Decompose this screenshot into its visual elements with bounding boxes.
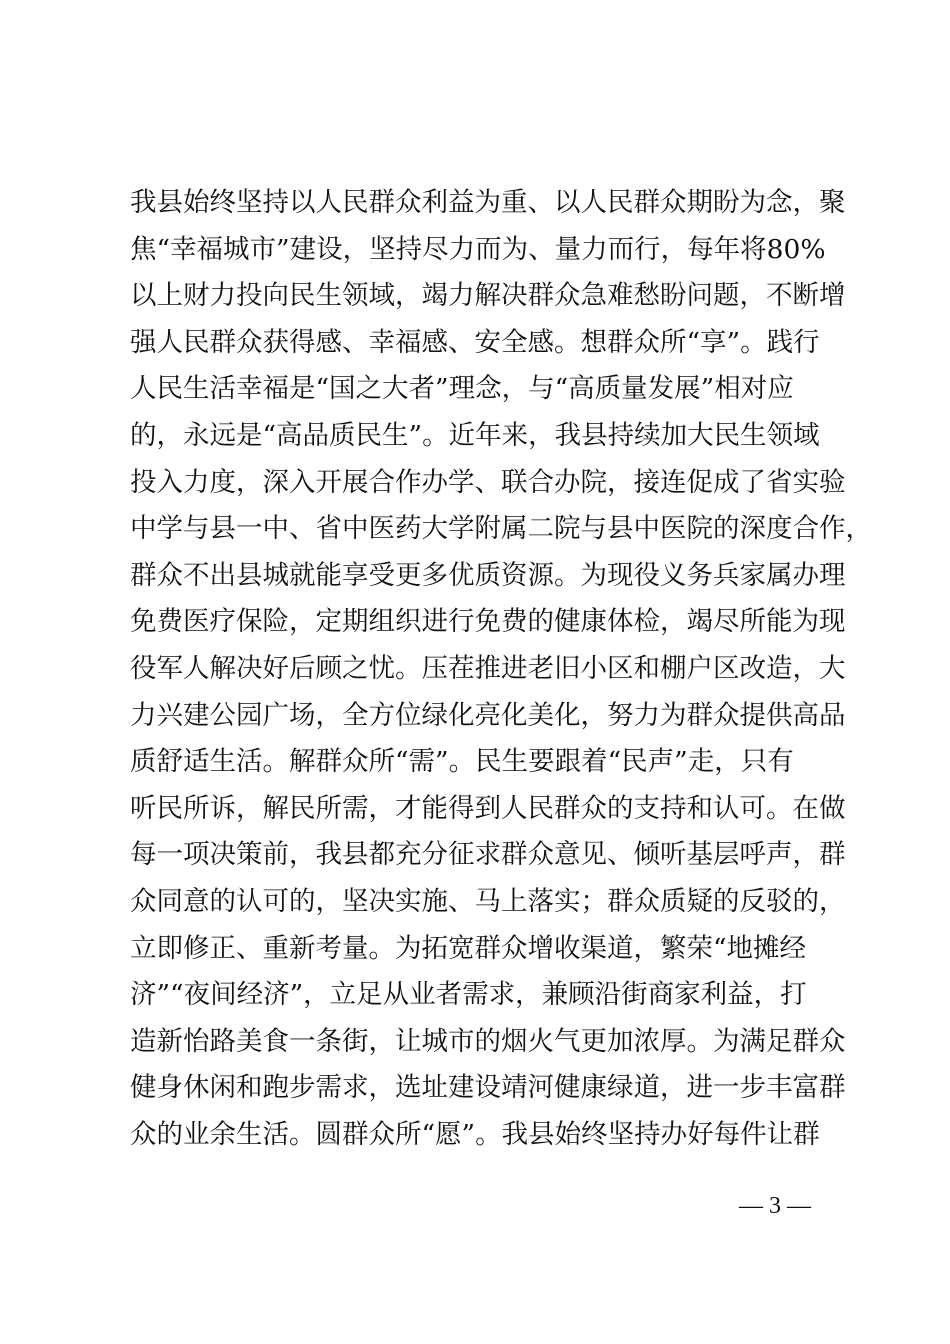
text-line: 每一项决策前，我县都充分征求群众意见、倾听基层呼声，群 xyxy=(130,839,846,871)
text-line: 群众不出县城就能享受更多优质资源。为现役义务兵家属办理 xyxy=(130,559,846,591)
text-line: 造新怡路美食一条街，让城市的烟火气更加浓厚。为满足群众 xyxy=(130,1025,846,1057)
text-line: 听民所诉，解民所需，才能得到人民群众的支持和认可。在做 xyxy=(130,792,846,824)
text-line: 役军人解决好后顾之忧。压茬推进老旧小区和棚户区改造，大 xyxy=(130,652,846,684)
text-line: 众同意的认可的，坚决实施、马上落实；群众质疑的反驳的， xyxy=(130,885,846,917)
text-line: 我县始终坚持以人民群众利益为重、以人民群众期盼为念，聚 xyxy=(130,187,846,218)
text-line: 中学与县一中、省中医药大学附属二院与县中医院的深度合作， xyxy=(130,513,872,545)
text-line: 力兴建公园广场，全方位绿化亮化美化，努力为群众提供高品 xyxy=(130,699,846,731)
text-line: 免费医疗保险，定期组织进行免费的健康体检，竭尽所能为现 xyxy=(130,606,846,638)
text-line: 强人民群众获得感、幸福感、安全感。想群众所“享”。践行 xyxy=(130,326,820,358)
text-line: 济”“夜间经济”，立足从业者需求，兼顾沿街商家利益，打 xyxy=(130,979,807,1011)
text-line: 投入力度，深入开展合作办学、联合办院，接连促成了省实验 xyxy=(130,466,846,498)
text-line: 众的业余生活。圆群众所“愿”。我县始终坚持办好每件让群 xyxy=(130,1118,820,1150)
text-line: 质舒适生活。解群众所“需”。民生要跟着“民声”走，只有 xyxy=(130,746,794,778)
text-line: 的，永远是“高品质民生”。近年来，我县持续加大民生领域 xyxy=(130,419,820,451)
text-line: 以上财力投向民生领域，竭力解决群众急难愁盼问题，不断增 xyxy=(130,280,846,312)
text-line: 健身休闲和跑步需求，选址建设靖河健康绿道，进一步丰富群 xyxy=(130,1072,846,1104)
text-line: 焦“幸福城市”建设，坚持尽力而为、量力而行，每年将80% xyxy=(130,233,826,265)
page-number: — 3 — xyxy=(739,1193,811,1219)
body-paragraph xyxy=(130,180,872,1158)
text-line: 人民生活幸福是“国之大者”理念，与“高质量发展”相对应 xyxy=(130,373,794,405)
text-line: 立即修正、重新考量。为拓宽群众增收渠道，繁荣“地摊经 xyxy=(130,932,807,964)
